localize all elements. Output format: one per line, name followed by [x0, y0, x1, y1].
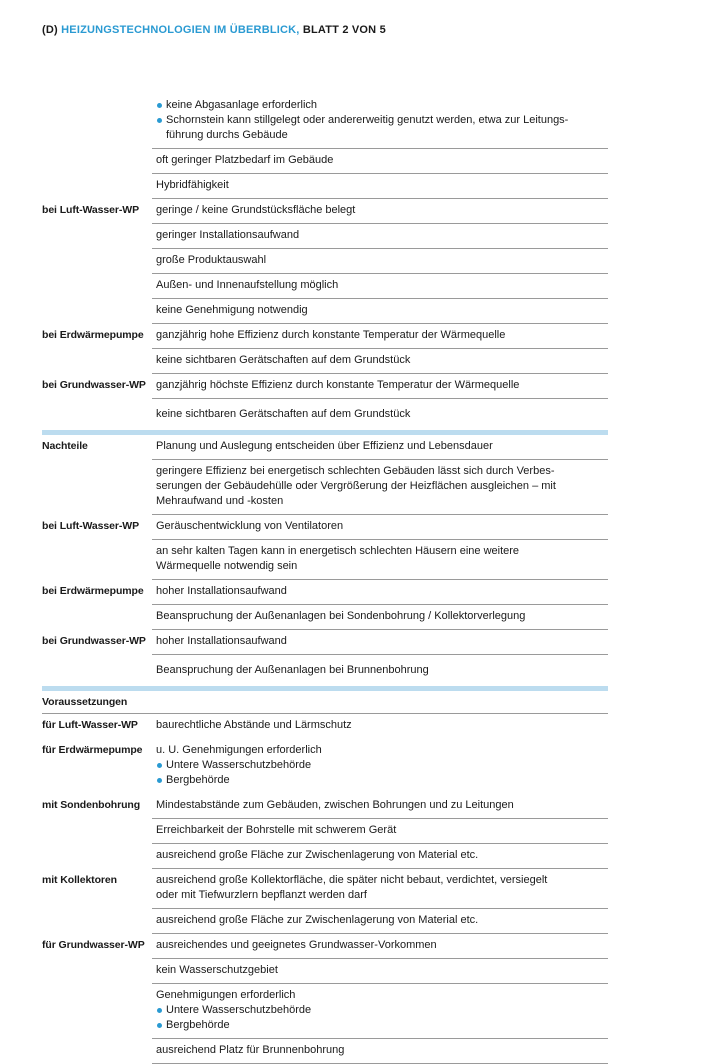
row-content — [152, 435, 608, 460]
row-content — [152, 869, 608, 909]
row-label: für Grundwasser-WP — [42, 939, 145, 951]
content-line: serungen der Gebäudehülle oder Vergrößerung der Heizflächen ausgleichen – mit — [156, 480, 556, 492]
row-label: mit Sondenbohrung — [42, 799, 141, 811]
content-line: Beanspruchung der Außenanlagen bei Sondenbohrung / Kollektorverlegung — [156, 610, 526, 622]
row-label — [42, 540, 152, 580]
content-line: Planung und Auslegung entscheiden über Effizienz und Lebensdauer — [156, 440, 493, 452]
row-content — [152, 934, 608, 959]
content-line: ausreichend große Fläche zur Zwischenlagerung von Material etc. — [156, 914, 479, 926]
row-content — [152, 655, 608, 687]
content-line: ausreichendes und geeignetes Grundwasser-Vorkommen — [156, 939, 437, 951]
table-row — [42, 605, 608, 630]
row-label: bei Grundwasser-WP — [42, 379, 146, 391]
row-content — [152, 515, 608, 540]
table-row — [42, 869, 608, 909]
content-line: ganzjährig hohe Effizienz durch konstante Temperatur der Wärmequelle — [156, 329, 506, 341]
row-content — [152, 399, 608, 431]
content-line: führung durchs Gebäude — [166, 129, 288, 141]
row-label — [42, 605, 152, 630]
bullet-item: Untere Wasserschutzbehörde — [156, 1003, 608, 1018]
table-row — [42, 844, 608, 869]
table-section — [42, 435, 608, 687]
table-row — [42, 934, 608, 959]
content-line: Wärmequelle notwendig sein — [156, 560, 298, 572]
section-divider — [42, 430, 608, 435]
row-label — [42, 984, 152, 1039]
row-content — [152, 714, 608, 739]
row-content — [152, 984, 608, 1039]
content-line: hoher Installationsaufwand — [156, 635, 287, 647]
row-label — [42, 274, 152, 299]
table-row — [42, 224, 608, 249]
table-row — [42, 540, 608, 580]
table-row — [42, 94, 608, 149]
row-content — [152, 224, 608, 249]
table-row — [42, 299, 608, 324]
table-row — [42, 349, 608, 374]
row-label: bei Luft-Wasser-WP — [42, 204, 139, 216]
row-label: bei Erdwärmepumpe — [42, 329, 144, 341]
table-row — [42, 399, 608, 431]
row-content — [152, 819, 608, 844]
content-line: keine sichtbaren Gerätschaften auf dem Grundstück — [156, 408, 411, 420]
sheet-topic: HEIZUNGSTECHNOLOGIEN IM ÜBERBLICK, — [61, 24, 300, 36]
table-row — [42, 909, 608, 934]
table-row — [42, 794, 608, 819]
row-label — [42, 1039, 152, 1064]
content-line: oft geringer Platzbedarf im Gebäude — [156, 154, 334, 166]
table-row — [42, 655, 608, 687]
row-label — [42, 174, 152, 199]
row-content — [152, 174, 608, 199]
content-line: u. U. Genehmigungen erforderlich — [156, 744, 322, 756]
table-row — [42, 739, 608, 794]
row-content — [152, 149, 608, 174]
row-label: bei Luft-Wasser-WP — [42, 520, 139, 532]
content-line: Beanspruchung der Außenanlagen bei Brunnenbohrung — [156, 664, 429, 676]
content-line: geringe / keine Grundstücksfläche belegt — [156, 204, 356, 216]
row-label — [42, 399, 152, 431]
row-content — [152, 349, 608, 374]
content-line: ausreichend große Kollektorfläche, die später nicht bebaut, verdichtet, versiegelt — [156, 874, 548, 886]
row-content — [152, 249, 608, 274]
content-line: baurechtliche Abstände und Lärmschutz — [156, 719, 352, 731]
bullet-item: Untere Wasserschutzbehörde — [156, 758, 608, 773]
section-divider — [42, 686, 608, 691]
row-content — [152, 794, 608, 819]
row-label — [42, 149, 152, 174]
row-label — [42, 299, 152, 324]
row-label: für Luft-Wasser-WP — [42, 719, 138, 731]
row-label: Nachteile — [42, 440, 88, 452]
row-content — [152, 959, 608, 984]
bullet-item: Schornstein kann stillgelegt oder andererweitig genutzt werden, etwa zur Leitungs- — [156, 113, 608, 128]
sheet-page: BLATT 2 VON 5 — [302, 24, 386, 36]
row-label: bei Erdwärmepumpe — [42, 585, 144, 597]
content-line: keine sichtbaren Gerätschaften auf dem Grundstück — [156, 354, 411, 366]
bullet-item: Bergbehörde — [156, 773, 608, 788]
table-row — [42, 460, 608, 515]
table-row — [42, 959, 608, 984]
content-line: ausreichend große Fläche zur Zwischenlagerung von Material etc. — [156, 849, 479, 861]
row-content — [152, 1039, 608, 1064]
row-label — [42, 460, 152, 515]
bullet-item: Bergbehörde — [156, 1018, 608, 1033]
row-label: für Erdwärmepumpe — [42, 744, 143, 756]
page-header — [42, 24, 386, 36]
content-line: Mehraufwand und -kosten — [156, 495, 284, 507]
table-row — [42, 199, 608, 224]
row-label: Voraussetzungen — [42, 691, 608, 714]
sheet-code: (D) — [42, 24, 58, 36]
row-label — [42, 819, 152, 844]
row-label: bei Grundwasser-WP — [42, 635, 146, 647]
row-label — [42, 224, 152, 249]
row-label — [42, 249, 152, 274]
row-label — [42, 959, 152, 984]
row-content — [152, 580, 608, 605]
table-row — [42, 630, 608, 655]
table-row — [42, 324, 608, 349]
row-label — [42, 844, 152, 869]
row-content — [152, 324, 608, 349]
table-row — [42, 984, 608, 1039]
content-line: Hybridfähigkeit — [156, 179, 229, 191]
bullet-item: keine Abgasanlage erforderlich — [156, 98, 608, 113]
content-line: kein Wasserschutzgebiet — [156, 964, 278, 976]
row-content — [152, 540, 608, 580]
content-line: Erreichbarkeit der Bohrstelle mit schwerem Gerät — [156, 824, 397, 836]
table-section — [42, 94, 608, 431]
table-row — [42, 374, 608, 399]
row-content — [152, 460, 608, 515]
content-line: an sehr kalten Tagen kann in energetisch schlechten Häusern eine weitere — [156, 545, 520, 557]
row-content — [152, 605, 608, 630]
table-row — [42, 174, 608, 199]
row-content — [152, 274, 608, 299]
table-row — [42, 515, 608, 540]
table-row — [42, 691, 608, 714]
content-line: oder mit Tiefwurzlern bepflanzt werden darf — [156, 889, 367, 901]
table-row — [42, 1039, 608, 1064]
content-line: geringer Installationsaufwand — [156, 229, 300, 241]
content-line: ganzjährig höchste Effizienz durch konstante Temperatur der Wärmequelle — [156, 379, 520, 391]
row-label — [42, 94, 152, 149]
row-content — [152, 374, 608, 399]
row-label: mit Kollektoren — [42, 874, 117, 886]
content-line: Geräuschentwicklung von Ventilatoren — [156, 520, 344, 532]
content-line: geringere Effizienz bei energetisch schlechten Gebäuden lässt sich durch Verbes- — [156, 465, 555, 477]
content-line: große Produktauswahl — [156, 254, 267, 266]
content-line: hoher Installationsaufwand — [156, 585, 287, 597]
table-row — [42, 819, 608, 844]
content-line: ausreichend Platz für Brunnenbohrung — [156, 1044, 345, 1056]
row-content — [152, 630, 608, 655]
row-label — [42, 349, 152, 374]
row-label — [42, 655, 152, 687]
row-content — [152, 94, 608, 149]
content-line: keine Genehmigung notwendig — [156, 304, 308, 316]
table-row — [42, 580, 608, 605]
comparison-table — [42, 94, 608, 1064]
row-label — [42, 909, 152, 934]
table-row — [42, 149, 608, 174]
content-line: Außen- und Innenaufstellung möglich — [156, 279, 339, 291]
row-content — [152, 299, 608, 324]
table-row — [42, 249, 608, 274]
content-line: Genehmigungen erforderlich — [156, 989, 296, 1001]
table-row — [42, 274, 608, 299]
table-section — [42, 691, 608, 1064]
row-content — [152, 844, 608, 869]
row-content — [152, 199, 608, 224]
row-content — [152, 909, 608, 934]
content-line: Mindestabstände zum Gebäuden, zwischen Bohrungen und zu Leitungen — [156, 799, 514, 811]
table-row — [42, 714, 608, 739]
row-content — [152, 739, 608, 794]
table-row — [42, 435, 608, 460]
